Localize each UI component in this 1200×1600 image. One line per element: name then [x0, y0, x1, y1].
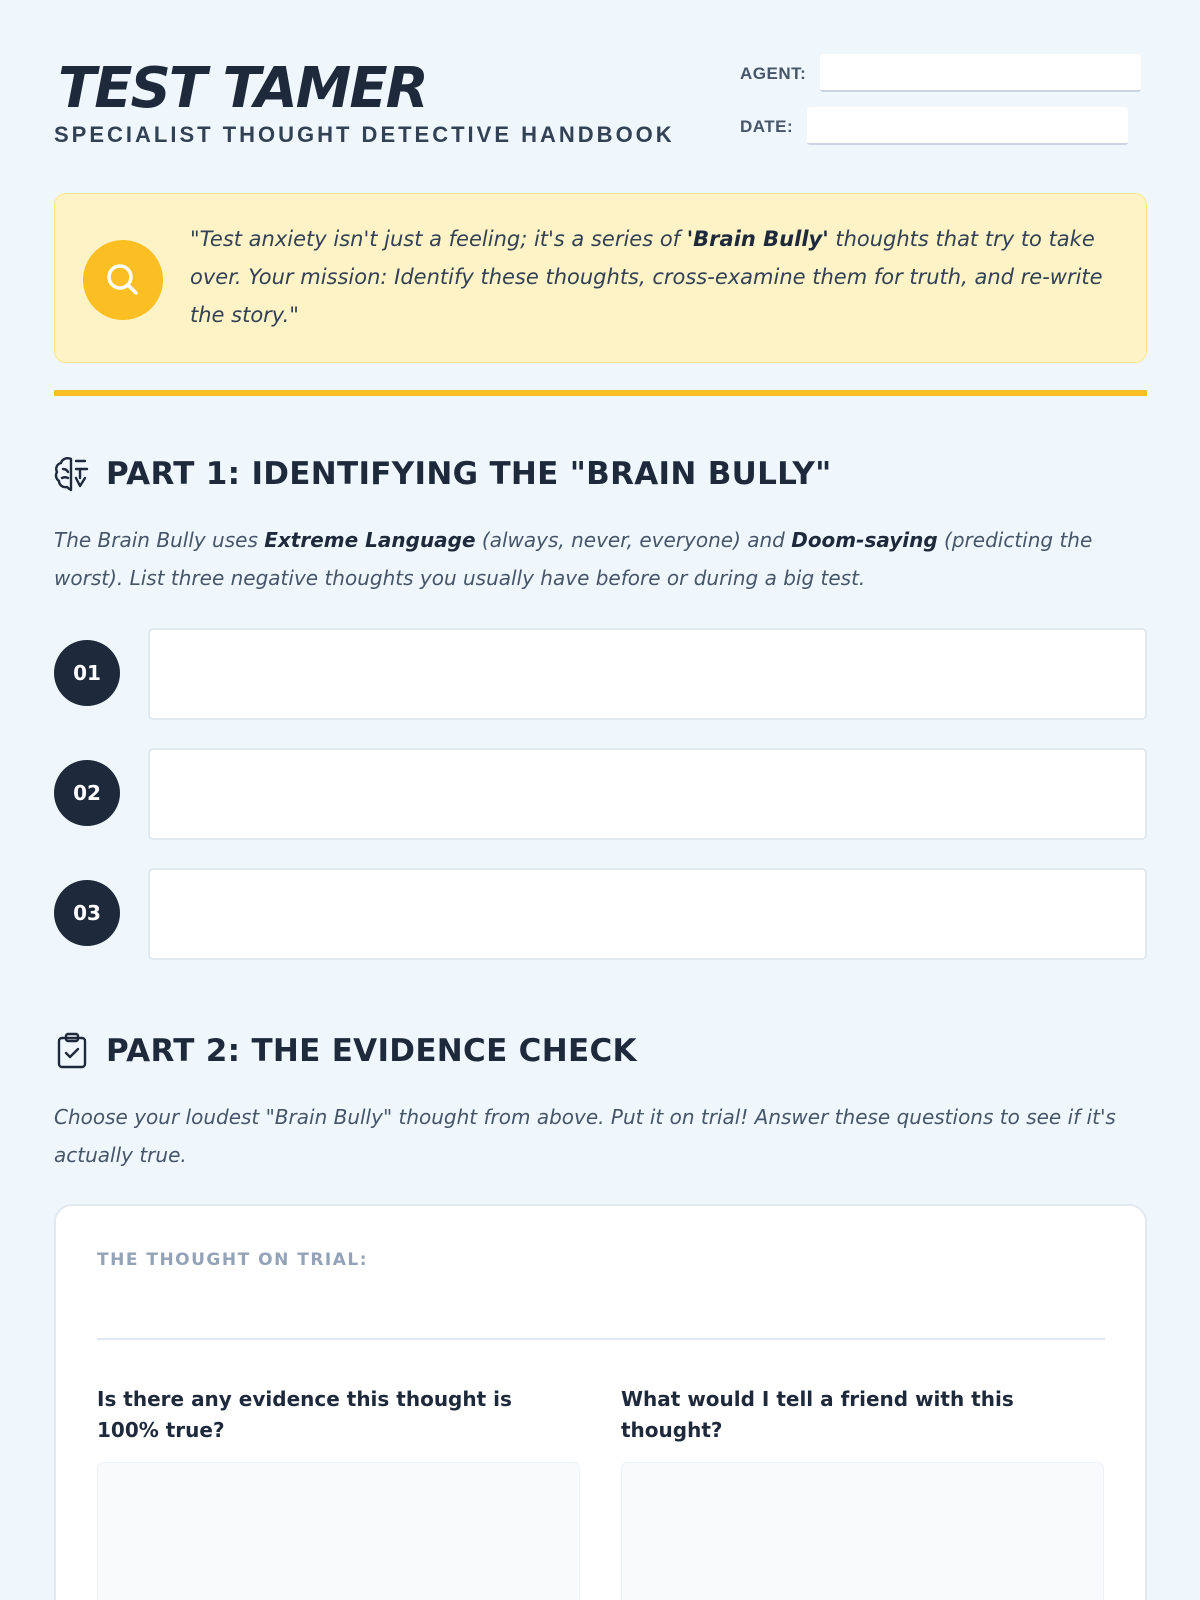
thought-row — [54, 868, 1147, 960]
thought-input-3[interactable] — [148, 868, 1147, 960]
thought-input-1[interactable] — [148, 628, 1147, 720]
date-row — [740, 107, 1128, 145]
page-title: TEST TAMER — [58, 56, 427, 121]
thought-number-badge: 02 — [54, 760, 120, 826]
agent-input[interactable] — [820, 54, 1141, 92]
evidence-answer-field[interactable] — [97, 1462, 580, 1600]
friend-answer-field[interactable] — [621, 1462, 1104, 1600]
friend-question: What would I tell a friend with this thought? — [621, 1387, 1014, 1442]
search-icon — [83, 240, 163, 320]
thought-input-2[interactable] — [148, 748, 1147, 840]
date-input[interactable] — [807, 107, 1128, 145]
thought-number-badge: 01 — [54, 640, 120, 706]
part2-title: PART 2: THE EVIDENCE CHECK — [106, 1033, 637, 1069]
clipboard-check-icon — [54, 1031, 90, 1071]
agent-label: AGENT: — [740, 64, 807, 83]
page-subtitle: SPECIALIST THOUGHT DETECTIVE HANDBOOK — [54, 122, 675, 147]
thought-on-trial-input[interactable] — [97, 1288, 1105, 1340]
mission-quote-banner — [54, 193, 1147, 363]
agent-row — [740, 54, 1141, 92]
date-label: DATE: — [740, 117, 794, 136]
thought-number-badge: 03 — [54, 880, 120, 946]
evidence-question: Is there any evidence this thought is 100% true? — [97, 1387, 512, 1442]
part2-description: Choose your loudest "Brain Bully" thought from above. Put it on trial! Answer these questions to see if it's actually true. — [54, 1105, 1116, 1167]
thought-row — [54, 628, 1147, 720]
part1-description: The Brain Bully uses Extreme Language (always, never, everyone) and Doom-saying (predicting the worst). List three negative thoughts you usually have before or during a big test. — [54, 528, 1093, 590]
part1-header — [54, 454, 832, 494]
section-divider — [54, 390, 1147, 396]
thought-on-trial-label: THE THOUGHT ON TRIAL: — [97, 1250, 369, 1270]
mission-quote-text: "Test anxiety isn't just a feeling; it's a series of 'Brain Bully' thoughts that try to take over. Your mission: Identify these thoughts, cross-examine them for truth, and re-write the story." — [190, 227, 1103, 327]
part1-title: PART 1: IDENTIFYING THE "BRAIN BULLY" — [106, 456, 832, 492]
extreme-language-emphasis: Extreme Language — [264, 528, 476, 552]
friend-question-column — [621, 1384, 1104, 1600]
brain-icon — [54, 454, 90, 494]
doom-saying-emphasis: Doom-saying — [791, 528, 938, 552]
thought-row — [54, 748, 1147, 840]
part2-header — [54, 1031, 637, 1071]
evidence-check-card — [54, 1204, 1147, 1600]
evidence-question-column — [97, 1384, 580, 1600]
brain-bully-emphasis: 'Brain Bully' — [686, 227, 829, 251]
